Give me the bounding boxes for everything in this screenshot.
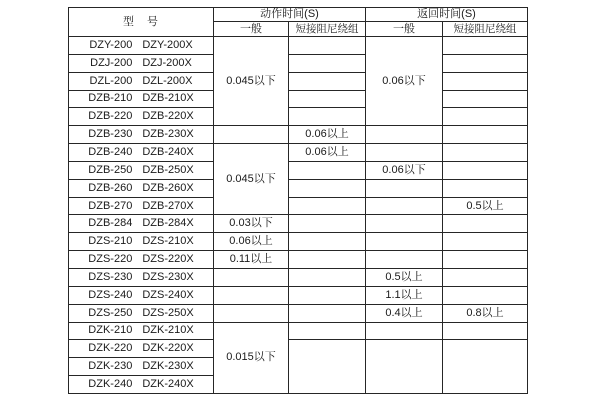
value-cell: 0.11以上	[214, 251, 289, 269]
model-x-variant: DZK-240X	[142, 377, 194, 390]
value-cell	[289, 108, 366, 126]
value-cell	[289, 162, 366, 180]
model-row-cell	[69, 340, 214, 358]
value-cell: 0.06以上	[289, 126, 366, 144]
model-standard: DZS-230	[88, 270, 133, 283]
model-standard: DZS-210	[88, 235, 133, 248]
value-cell	[214, 305, 289, 323]
value-cell	[289, 55, 366, 73]
value-cell: 0.045以下	[214, 37, 289, 126]
value-cell	[443, 340, 528, 394]
value-cell	[443, 233, 528, 251]
model-row-cell	[69, 323, 214, 341]
model-x-variant: DZK-230X	[142, 360, 194, 373]
value-cell	[366, 180, 443, 198]
model-row-cell	[69, 358, 214, 376]
value-cell	[289, 305, 366, 323]
model-row-cell	[69, 287, 214, 305]
value-cell	[443, 73, 528, 91]
value-cell	[443, 144, 528, 162]
value-cell: 0.03以下	[214, 215, 289, 233]
model-row-cell	[69, 108, 214, 126]
model-x-variant: DZJ-200X	[142, 56, 192, 69]
value-cell	[443, 251, 528, 269]
model-standard: DZB-270	[88, 199, 133, 212]
value-cell	[289, 91, 366, 109]
model-x-variant: DZK-210X	[142, 324, 194, 337]
value-cell	[366, 233, 443, 251]
value-cell: 0.8以上	[443, 305, 528, 323]
value-cell: 0.06以下	[366, 37, 443, 126]
value-cell	[366, 215, 443, 233]
model-x-variant: DZB-270X	[142, 199, 194, 212]
value-cell	[443, 287, 528, 305]
model-standard: DZK-210	[88, 324, 133, 337]
model-standard: DZB-260	[88, 181, 133, 194]
return-time-header: 返回时间(S)	[366, 8, 528, 22]
model-x-variant: DZL-200X	[142, 74, 193, 87]
return-general-subheader: 一般	[366, 22, 443, 37]
model-x-variant: DZB-284X	[142, 217, 194, 230]
model-standard: DZL-200	[89, 74, 133, 87]
model-x-variant: DZB-210X	[142, 92, 194, 105]
model-row-cell	[69, 198, 214, 216]
model-row-cell	[69, 376, 214, 394]
model-row-cell	[69, 269, 214, 287]
model-row-cell	[69, 180, 214, 198]
model-standard: DZB-220	[88, 110, 133, 123]
value-cell: 1.1以上	[366, 287, 443, 305]
value-cell	[289, 340, 366, 394]
model-row-cell	[69, 215, 214, 233]
value-cell	[366, 251, 443, 269]
value-cell: 0.015以下	[214, 323, 289, 394]
model-standard: DZB-230	[88, 128, 133, 141]
value-cell	[214, 287, 289, 305]
model-x-variant: DZK-220X	[142, 342, 194, 355]
value-cell	[366, 126, 443, 144]
model-row-cell	[69, 37, 214, 55]
value-cell	[443, 215, 528, 233]
model-x-variant: DZB-220X	[142, 110, 194, 123]
value-cell: 0.5以上	[366, 269, 443, 287]
value-cell	[443, 91, 528, 109]
model-row-cell	[69, 126, 214, 144]
value-cell	[443, 269, 528, 287]
model-standard: DZB-240	[88, 145, 133, 158]
model-standard: DZK-240	[88, 377, 133, 390]
value-cell	[289, 37, 366, 55]
model-x-variant: DZS-250X	[142, 306, 194, 319]
model-row-cell	[69, 144, 214, 162]
value-cell: 0.4以上	[366, 305, 443, 323]
model-standard: DZB-284	[88, 217, 133, 230]
model-x-variant: DZB-250X	[142, 163, 194, 176]
value-cell	[443, 108, 528, 126]
value-cell	[214, 126, 289, 144]
model-standard: DZS-250	[88, 306, 133, 319]
value-cell	[289, 269, 366, 287]
value-cell	[366, 340, 443, 394]
value-cell	[289, 198, 366, 216]
model-row-cell	[69, 73, 214, 91]
value-cell	[289, 215, 366, 233]
value-cell	[443, 126, 528, 144]
action-general-subheader: 一般	[214, 22, 289, 37]
value-cell	[289, 180, 366, 198]
value-cell	[443, 37, 528, 55]
model-standard: DZB-250	[88, 163, 133, 176]
value-cell	[443, 162, 528, 180]
value-cell: 0.06以上	[214, 233, 289, 251]
action-time-header: 动作时间(S)	[214, 8, 366, 22]
value-cell	[289, 233, 366, 251]
action-shorted-damping-winding-subheader: 短接阻尼绕组	[289, 22, 366, 37]
model-standard: DZY-200	[89, 38, 133, 51]
value-cell	[443, 323, 528, 341]
value-cell	[443, 180, 528, 198]
value-cell	[443, 55, 528, 73]
model-row-cell	[69, 91, 214, 109]
value-cell: 0.045以下	[214, 144, 289, 215]
model-x-variant: DZS-210X	[142, 235, 194, 248]
model-x-variant: DZB-240X	[142, 145, 194, 158]
model-standard: DZK-220	[88, 342, 133, 355]
model-x-variant: DZS-220X	[142, 253, 194, 266]
value-cell	[289, 323, 366, 341]
model-column-header: 型 号	[69, 8, 214, 37]
value-cell	[289, 73, 366, 91]
model-row-cell	[69, 251, 214, 269]
model-row-cell	[69, 162, 214, 180]
relay-timing-spec-table	[68, 7, 528, 394]
model-x-variant: DZB-260X	[142, 181, 194, 194]
value-cell	[366, 198, 443, 216]
model-x-variant: DZB-230X	[142, 128, 194, 141]
model-standard: DZJ-200	[90, 56, 133, 69]
model-row-cell	[69, 233, 214, 251]
value-cell: 0.06以上	[289, 144, 366, 162]
model-row-cell	[69, 305, 214, 323]
value-cell	[214, 269, 289, 287]
model-x-variant: DZS-240X	[142, 288, 194, 301]
model-standard: DZS-220	[88, 253, 133, 266]
value-cell	[366, 144, 443, 162]
value-cell	[289, 251, 366, 269]
model-x-variant: DZY-200X	[142, 38, 193, 51]
value-cell	[366, 323, 443, 341]
model-standard: DZB-210	[88, 92, 133, 105]
value-cell: 0.5以上	[443, 198, 528, 216]
model-x-variant: DZS-230X	[142, 270, 194, 283]
model-standard: DZS-240	[88, 288, 133, 301]
model-standard: DZK-230	[88, 360, 133, 373]
value-cell	[289, 287, 366, 305]
return-shorted-damping-winding-subheader: 短接阻尼绕组	[443, 22, 528, 37]
model-row-cell	[69, 55, 214, 73]
value-cell: 0.06以下	[366, 162, 443, 180]
